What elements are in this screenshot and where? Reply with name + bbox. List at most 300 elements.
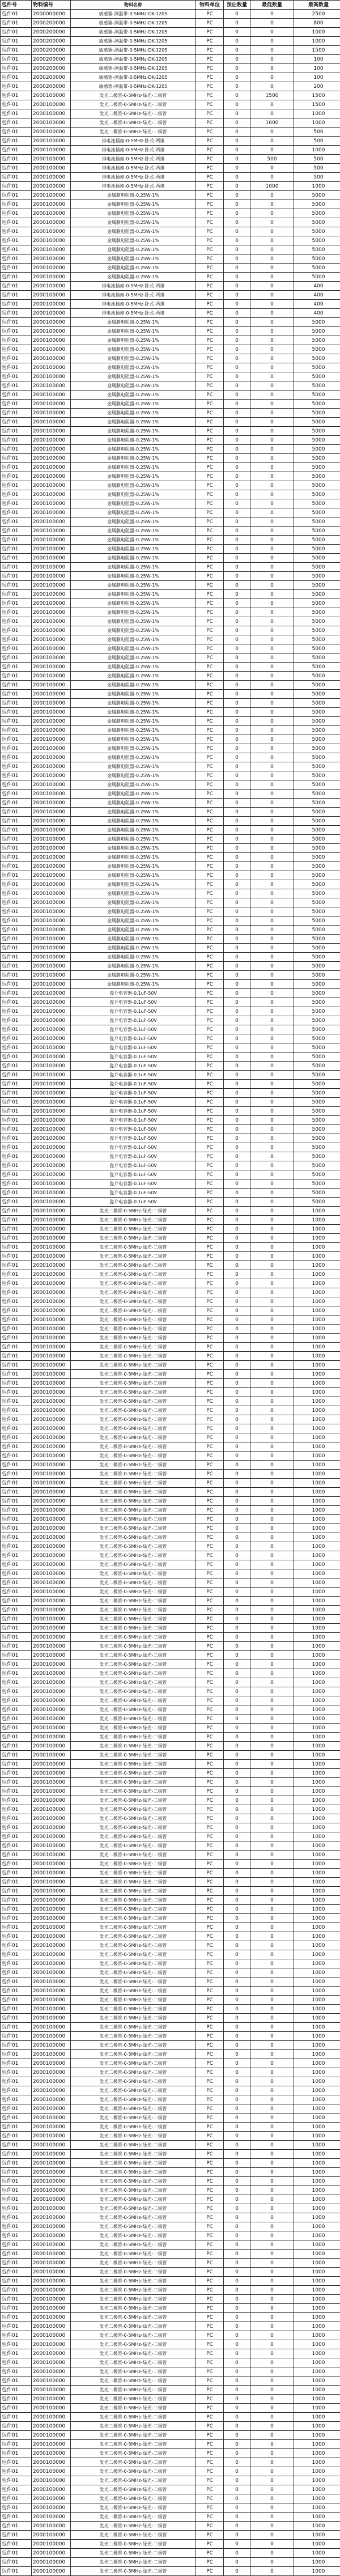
- cell-max-qty: 5000: [294, 1170, 340, 1179]
- cell-package-no: 包件01: [1, 2014, 32, 2023]
- cell-material-name: 发光二极管-0-5MHz-绿光-二极管: [71, 2222, 196, 2231]
- cell-min-qty: 0: [250, 2440, 294, 2449]
- cell-material-name: 发光二极管-0-5MHz-绿光-二极管: [71, 2494, 196, 2503]
- cell-package-no: 包件01: [1, 1950, 32, 1959]
- cell-min-qty: 0: [250, 1878, 294, 1887]
- cell-estimated-qty: 0: [224, 1678, 250, 1687]
- cell-max-qty: 500: [294, 173, 340, 182]
- cell-material-name: 发光二极管-0-5MHz-绿光-二极管: [71, 1615, 196, 1624]
- cell-material-code: 2000100000: [32, 454, 71, 463]
- cell-material-code: 2000100000: [32, 2005, 71, 2014]
- cell-max-qty: 1000: [294, 2159, 340, 2168]
- cell-unit: PC: [196, 672, 224, 681]
- table-row: [1, 2313, 340, 2322]
- cell-material-code: 2000100000: [32, 1597, 71, 1606]
- cell-package-no: 包件01: [1, 1733, 32, 1742]
- table-row: [1, 790, 340, 799]
- cell-material-name: 发光二极管-0-5MHz-绿光-二极管: [71, 2204, 196, 2213]
- cell-unit: PC: [196, 980, 224, 989]
- cell-estimated-qty: 0: [224, 1170, 250, 1179]
- cell-material-code: 2000100000: [32, 935, 71, 944]
- table-row: [1, 1488, 340, 1497]
- cell-package-no: 包件01: [1, 853, 32, 862]
- cell-min-qty: 0: [250, 19, 294, 28]
- cell-package-no: 包件01: [1, 2322, 32, 2331]
- cell-material-code: 2000100000: [32, 989, 71, 998]
- cell-unit: PC: [196, 1714, 224, 1724]
- cell-unit: PC: [196, 2358, 224, 2367]
- cell-material-name: 金属膜电阻器-0.25W-1%: [71, 418, 196, 427]
- table-row: [1, 1805, 340, 1814]
- cell-material-code: 2000100000: [32, 381, 71, 391]
- table-row: [1, 1515, 340, 1524]
- cell-estimated-qty: 0: [224, 790, 250, 799]
- cell-material-name: 发光二极管-0-5MHz-绿光-二极管: [71, 1642, 196, 1651]
- table-row: [1, 2286, 340, 2295]
- cell-min-qty: 0: [250, 1043, 294, 1053]
- cell-material-name: 发光二极管-0-5MHz-绿光-二极管: [71, 2476, 196, 2485]
- cell-material-name: 瓷介电容器-0.1uF-50V: [71, 1107, 196, 1116]
- cell-unit: PC: [196, 1470, 224, 1479]
- cell-min-qty: 0: [250, 2422, 294, 2431]
- cell-material-code: 2000100000: [32, 391, 71, 400]
- table-row: [1, 817, 340, 826]
- cell-material-name: 发光二极管-0-5MHz-绿光-二极管: [71, 1923, 196, 1932]
- cell-min-qty: 0: [250, 1107, 294, 1116]
- cell-material-code: 2000100000: [32, 300, 71, 309]
- cell-unit: PC: [196, 400, 224, 409]
- cell-estimated-qty: 0: [224, 907, 250, 916]
- cell-estimated-qty: 0: [224, 971, 250, 980]
- cell-package-no: 包件01: [1, 1687, 32, 1696]
- cell-max-qty: 5000: [294, 264, 340, 273]
- table-row: [1, 2449, 340, 2458]
- cell-max-qty: 1000: [294, 2540, 340, 2549]
- table-row: [1, 1334, 340, 1343]
- cell-unit: PC: [196, 1125, 224, 1134]
- cell-min-qty: 0: [250, 762, 294, 771]
- cell-min-qty: 0: [250, 2331, 294, 2340]
- cell-estimated-qty: 0: [224, 336, 250, 345]
- header-package-no: 包件号: [1, 1, 32, 10]
- cell-estimated-qty: 0: [224, 182, 250, 191]
- table-row: [1, 245, 340, 254]
- cell-min-qty: 0: [250, 581, 294, 590]
- cell-material-name: 金属膜电阻器-0.25W-1%: [71, 944, 196, 953]
- cell-unit: PC: [196, 1860, 224, 1869]
- cell-material-code: 2000100000: [32, 209, 71, 218]
- cell-material-code: 2000100000: [32, 2413, 71, 2422]
- cell-min-qty: 0: [250, 2340, 294, 2349]
- cell-max-qty: 5000: [294, 1080, 340, 1089]
- cell-min-qty: 0: [250, 1089, 294, 1098]
- cell-min-qty: 0: [250, 2449, 294, 2458]
- cell-max-qty: 1000: [294, 1424, 340, 1433]
- cell-estimated-qty: 0: [224, 1497, 250, 1506]
- cell-max-qty: 1000: [294, 2286, 340, 2295]
- cell-material-code: 2000100000: [32, 1062, 71, 1071]
- cell-material-code: 2000100000: [32, 400, 71, 409]
- cell-material-name: 金属膜电阻器-0.25W-1%: [71, 517, 196, 527]
- cell-min-qty: 0: [250, 1506, 294, 1515]
- cell-estimated-qty: 0: [224, 1869, 250, 1878]
- cell-min-qty: 0: [250, 2250, 294, 2259]
- cell-max-qty: 1000: [294, 1524, 340, 1533]
- cell-min-qty: 0: [250, 1497, 294, 1506]
- cell-min-qty: 0: [250, 690, 294, 699]
- table-row: [1, 2023, 340, 2032]
- cell-unit: PC: [196, 218, 224, 227]
- cell-max-qty: 5000: [294, 953, 340, 962]
- cell-material-name: 金属膜电阻器-0.25W-1%: [71, 191, 196, 200]
- cell-max-qty: 5000: [294, 1134, 340, 1143]
- cell-estimated-qty: 0: [224, 1334, 250, 1343]
- cell-estimated-qty: 0: [224, 2250, 250, 2259]
- cell-min-qty: 0: [250, 1134, 294, 1143]
- cell-estimated-qty: 0: [224, 1851, 250, 1860]
- cell-estimated-qty: 0: [224, 1696, 250, 1705]
- cell-max-qty: 1000: [294, 2168, 340, 2177]
- cell-material-code: 2000200000: [32, 73, 71, 82]
- cell-material-name: 敏感器-测温带-0-5MHz-DK-1205: [71, 19, 196, 28]
- cell-min-qty: 0: [250, 490, 294, 499]
- cell-max-qty: 400: [294, 291, 340, 300]
- cell-max-qty: 5000: [294, 1034, 340, 1043]
- cell-estimated-qty: 0: [224, 2168, 250, 2177]
- cell-min-qty: 0: [250, 2431, 294, 2440]
- cell-max-qty: 1000: [294, 2567, 340, 2576]
- cell-material-code: 2000100000: [32, 1406, 71, 1415]
- cell-max-qty: 1000: [294, 1950, 340, 1959]
- cell-max-qty: 5000: [294, 563, 340, 572]
- cell-estimated-qty: 0: [224, 155, 250, 164]
- table-row: [1, 173, 340, 182]
- cell-max-qty: 1000: [294, 1515, 340, 1524]
- cell-estimated-qty: 0: [224, 1034, 250, 1043]
- cell-min-qty: 0: [250, 1370, 294, 1379]
- cell-max-qty: 5000: [294, 536, 340, 545]
- cell-max-qty: 1000: [294, 182, 340, 191]
- cell-material-code: 2000100000: [32, 690, 71, 699]
- cell-min-qty: 0: [250, 218, 294, 227]
- cell-estimated-qty: 0: [224, 1315, 250, 1325]
- cell-package-no: 包件01: [1, 1896, 32, 1905]
- cell-unit: PC: [196, 2123, 224, 2132]
- cell-material-name: 金属膜电阻器-0.25W-1%: [71, 499, 196, 508]
- cell-min-qty: 0: [250, 1769, 294, 1778]
- cell-estimated-qty: 0: [224, 762, 250, 771]
- cell-package-no: 包件01: [1, 1243, 32, 1252]
- cell-package-no: 包件01: [1, 1270, 32, 1279]
- cell-material-name: 发光二极管-0-5MHz-绿光-二极管: [71, 2367, 196, 2376]
- cell-estimated-qty: 0: [224, 2458, 250, 2467]
- cell-material-code: 2000100000: [32, 635, 71, 644]
- cell-estimated-qty: 0: [224, 1860, 250, 1869]
- cell-unit: PC: [196, 635, 224, 644]
- cell-package-no: 包件01: [1, 2068, 32, 2077]
- cell-material-name: 金属膜电阻器-0.25W-1%: [71, 508, 196, 517]
- cell-unit: PC: [196, 2222, 224, 2231]
- cell-estimated-qty: 0: [224, 2549, 250, 2558]
- table-row: [1, 844, 340, 853]
- cell-material-code: 2000100000: [32, 826, 71, 835]
- cell-material-code: 2000100000: [32, 1043, 71, 1053]
- cell-material-code: 2000100000: [32, 2186, 71, 2195]
- cell-package-no: 包件01: [1, 2050, 32, 2059]
- table-row: [1, 826, 340, 835]
- cell-package-no: 包件01: [1, 436, 32, 445]
- cell-package-no: 包件01: [1, 2005, 32, 2014]
- cell-material-code: 2000100000: [32, 1760, 71, 1769]
- cell-material-code: 2000100000: [32, 1996, 71, 2005]
- cell-min-qty: 0: [250, 1551, 294, 1560]
- cell-unit: PC: [196, 2540, 224, 2549]
- cell-min-qty: 0: [250, 2132, 294, 2141]
- cell-material-code: 2000100000: [32, 499, 71, 508]
- cell-unit: PC: [196, 790, 224, 799]
- cell-material-name: 瓷介电容器-0.1uF-50V: [71, 1143, 196, 1152]
- cell-material-code: 2000100000: [32, 1152, 71, 1161]
- cell-max-qty: 5000: [294, 318, 340, 327]
- cell-unit: PC: [196, 2014, 224, 2023]
- table-row: [1, 653, 340, 663]
- table-row: [1, 2068, 340, 2077]
- cell-max-qty: 500: [294, 155, 340, 164]
- cell-material-name: 发光二极管-0-5MHz-绿光-二极管: [71, 1787, 196, 1796]
- cell-unit: PC: [196, 527, 224, 536]
- table-row: [1, 2259, 340, 2268]
- table-row: [1, 1306, 340, 1315]
- cell-package-no: 包件01: [1, 1760, 32, 1769]
- cell-estimated-qty: 0: [224, 1442, 250, 1452]
- table-row: [1, 635, 340, 644]
- cell-unit: PC: [196, 1007, 224, 1016]
- cell-unit: PC: [196, 1179, 224, 1189]
- cell-min-qty: 0: [250, 345, 294, 354]
- cell-material-code: 2000100000: [32, 2123, 71, 2132]
- table-row: [1, 1742, 340, 1751]
- cell-material-code: 2000100000: [32, 2503, 71, 2513]
- cell-min-qty: 0: [250, 862, 294, 871]
- cell-package-no: 包件01: [1, 2077, 32, 2086]
- cell-estimated-qty: 0: [224, 508, 250, 517]
- cell-min-qty: 0: [250, 354, 294, 363]
- cell-material-name: 发光二极管-0-5MHz-绿光-二极管: [71, 1633, 196, 1642]
- cell-max-qty: 1000: [294, 2186, 340, 2195]
- cell-min-qty: 0: [250, 1252, 294, 1261]
- cell-estimated-qty: 0: [224, 100, 250, 109]
- cell-estimated-qty: 0: [224, 1977, 250, 1987]
- cell-estimated-qty: 0: [224, 1841, 250, 1851]
- cell-estimated-qty: 0: [224, 644, 250, 653]
- table-row: [1, 1823, 340, 1832]
- cell-material-code: 2000100000: [32, 799, 71, 808]
- cell-min-qty: 0: [250, 2286, 294, 2295]
- cell-material-code: 2000100000: [32, 2023, 71, 2032]
- cell-material-code: 2000100000: [32, 463, 71, 472]
- cell-package-no: 包件01: [1, 291, 32, 300]
- cell-min-qty: 0: [250, 699, 294, 708]
- cell-estimated-qty: 0: [224, 2095, 250, 2104]
- cell-material-name: 发光二极管-0-5MHz-绿光-二极管: [71, 2123, 196, 2132]
- cell-unit: PC: [196, 1016, 224, 1025]
- cell-material-code: 2000100000: [32, 2222, 71, 2231]
- cell-package-no: 包件01: [1, 418, 32, 427]
- table-row: [1, 563, 340, 572]
- table-row: [1, 273, 340, 282]
- cell-estimated-qty: 0: [224, 1306, 250, 1315]
- cell-material-name: 发光二极管-0-5MHz-绿光-二极管: [71, 1669, 196, 1678]
- cell-material-code: 2000100000: [32, 1415, 71, 1424]
- cell-estimated-qty: 0: [224, 1379, 250, 1388]
- cell-package-no: 包件01: [1, 1642, 32, 1651]
- table-row: [1, 28, 340, 37]
- cell-material-name: 金属膜电阻器-0.25W-1%: [71, 699, 196, 708]
- cell-min-qty: 0: [250, 808, 294, 817]
- cell-unit: PC: [196, 345, 224, 354]
- cell-max-qty: 1000: [294, 1977, 340, 1987]
- cell-material-name: 瓷介电容器-0.1uF-50V: [71, 1016, 196, 1025]
- cell-package-no: 包件01: [1, 2522, 32, 2531]
- cell-package-no: 包件01: [1, 1216, 32, 1225]
- cell-unit: PC: [196, 762, 224, 771]
- cell-unit: PC: [196, 118, 224, 128]
- cell-max-qty: 5000: [294, 944, 340, 953]
- cell-min-qty: 0: [250, 835, 294, 844]
- cell-material-name: 发光二极管-0-5MHz-绿光-二极管: [71, 1860, 196, 1869]
- cell-material-code: 2000100000: [32, 1578, 71, 1588]
- table-row: [1, 1896, 340, 1905]
- cell-material-code: 2000100000: [32, 445, 71, 454]
- cell-min-qty: 0: [250, 926, 294, 935]
- cell-unit: PC: [196, 1805, 224, 1814]
- cell-unit: PC: [196, 962, 224, 971]
- cell-material-name: 金属膜电阻器-0.25W-1%: [71, 808, 196, 817]
- cell-material-code: 2000100000: [32, 236, 71, 245]
- cell-unit: PC: [196, 1769, 224, 1778]
- cell-estimated-qty: 0: [224, 1343, 250, 1352]
- table-row: [1, 1161, 340, 1170]
- cell-material-name: 发光二极管-0-5MHz-绿光-二极管: [71, 2331, 196, 2340]
- cell-package-no: 包件01: [1, 454, 32, 463]
- table-row: [1, 2440, 340, 2449]
- cell-estimated-qty: 0: [224, 953, 250, 962]
- cell-estimated-qty: 0: [224, 1651, 250, 1660]
- cell-material-name: 瓷介电容器-0.1uF-50V: [71, 1034, 196, 1043]
- cell-material-code: 2000200000: [32, 37, 71, 46]
- table-row: [1, 744, 340, 753]
- cell-max-qty: 5000: [294, 998, 340, 1007]
- cell-max-qty: 1000: [294, 2467, 340, 2476]
- cell-max-qty: 1000: [294, 109, 340, 118]
- cell-material-code: 2000100000: [32, 753, 71, 762]
- cell-material-name: 金属膜电阻器-0.25W-1%: [71, 653, 196, 663]
- cell-unit: PC: [196, 55, 224, 64]
- cell-package-no: 包件01: [1, 481, 32, 490]
- cell-unit: PC: [196, 572, 224, 581]
- cell-estimated-qty: 0: [224, 1488, 250, 1497]
- cell-max-qty: 1000: [294, 1533, 340, 1542]
- cell-estimated-qty: 0: [224, 10, 250, 19]
- cell-min-qty: 0: [250, 336, 294, 345]
- cell-material-code: 2000100000: [32, 1651, 71, 1660]
- cell-min-qty: 0: [250, 1533, 294, 1542]
- table-row: [1, 1660, 340, 1669]
- cell-package-no: 包件01: [1, 227, 32, 236]
- cell-material-code: 2000100000: [32, 264, 71, 273]
- cell-material-name: 发光二极管-0-5MHz-绿光-二极管: [71, 2340, 196, 2349]
- cell-unit: PC: [196, 19, 224, 28]
- cell-max-qty: 1000: [294, 1270, 340, 1279]
- cell-material-code: 2000100000: [32, 327, 71, 336]
- cell-material-code: 2000100000: [32, 1832, 71, 1841]
- cell-material-name: 发光二极管-0-5MHz-绿光-二极管: [71, 91, 196, 100]
- cell-max-qty: 1000: [294, 1452, 340, 1461]
- cell-package-no: 包件01: [1, 2449, 32, 2458]
- cell-material-name: 发光二极管-0-5MHz-绿光-二极管: [71, 1343, 196, 1352]
- cell-material-code: 2000100000: [32, 2041, 71, 2050]
- cell-package-no: 包件01: [1, 2404, 32, 2413]
- table-row: [1, 1524, 340, 1533]
- cell-min-qty: 0: [250, 1442, 294, 1452]
- cell-unit: PC: [196, 2422, 224, 2431]
- cell-estimated-qty: 0: [224, 400, 250, 409]
- cell-max-qty: 5000: [294, 191, 340, 200]
- cell-max-qty: 5000: [294, 790, 340, 799]
- cell-estimated-qty: 0: [224, 381, 250, 391]
- cell-estimated-qty: 0: [224, 1261, 250, 1270]
- cell-min-qty: 0: [250, 1152, 294, 1161]
- cell-max-qty: 1000: [294, 1569, 340, 1578]
- cell-min-qty: 0: [250, 1660, 294, 1669]
- cell-material-name: 发光二极管-0-5MHz-绿光-二极管: [71, 2567, 196, 2576]
- cell-material-name: 金属膜电阻器-0.25W-1%: [71, 853, 196, 862]
- cell-unit: PC: [196, 1633, 224, 1642]
- cell-min-qty: 0: [250, 1923, 294, 1932]
- cell-material-name: 发光二极管-0-5MHz-绿光-二极管: [71, 2104, 196, 2114]
- table-row: [1, 19, 340, 28]
- table-row: [1, 1778, 340, 1787]
- cell-unit: PC: [196, 2513, 224, 2522]
- cell-material-name: 金属膜电阻器-0.25W-1%: [71, 835, 196, 844]
- cell-unit: PC: [196, 1270, 224, 1279]
- table-row: [1, 1533, 340, 1542]
- cell-unit: PC: [196, 273, 224, 282]
- cell-package-no: 包件01: [1, 916, 32, 926]
- cell-material-name: 发光二极管-0-5MHz-绿光-二极管: [71, 1252, 196, 1261]
- cell-material-name: 金属膜电阻器-0.25W-1%: [71, 381, 196, 391]
- cell-max-qty: 5000: [294, 844, 340, 853]
- cell-package-no: 包件01: [1, 1388, 32, 1397]
- cell-max-qty: 1000: [294, 1914, 340, 1923]
- cell-material-name: 金属膜电阻器-0.25W-1%: [71, 409, 196, 418]
- cell-min-qty: 0: [250, 1388, 294, 1397]
- cell-max-qty: 5000: [294, 1161, 340, 1170]
- cell-material-name: 发光二极管-0-5MHz-绿光-二极管: [71, 1569, 196, 1578]
- table-row: [1, 2141, 340, 2150]
- cell-material-code: 2000100000: [32, 481, 71, 490]
- cell-max-qty: 1000: [294, 1633, 340, 1642]
- cell-package-no: 包件01: [1, 2177, 32, 2186]
- cell-package-no: 包件01: [1, 1370, 32, 1379]
- cell-max-qty: 5000: [294, 472, 340, 481]
- cell-material-code: 2000100000: [32, 2349, 71, 2358]
- cell-unit: PC: [196, 1814, 224, 1823]
- cell-material-code: 2000100000: [32, 1751, 71, 1760]
- cell-package-no: 包件01: [1, 128, 32, 137]
- cell-unit: PC: [196, 1524, 224, 1533]
- cell-material-code: 2000100000: [32, 2485, 71, 2494]
